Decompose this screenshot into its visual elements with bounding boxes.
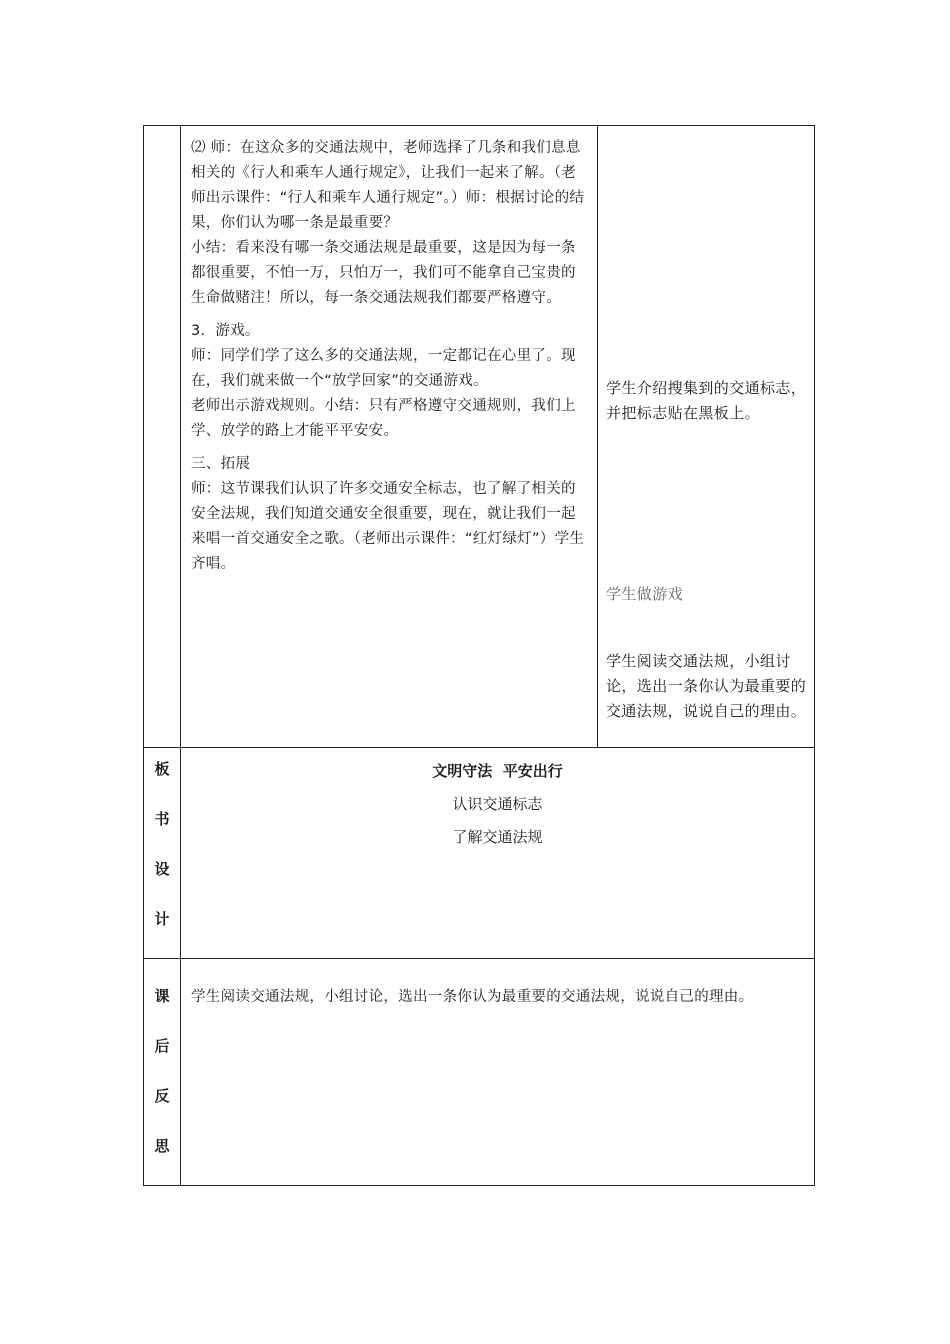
game-paragraph: 师：同学们学了这么多的交通法规，一定都记在心里了。现在，我们就来做一个“放学回家”的交通游戏。 [191, 348, 576, 389]
regulations-summary: 小结：看来没有哪一条交通法规是最重要，这是因为每一条都很重要，不怕一万，只怕万一，我们可不能拿自己宝贵的生命做赌注！所以，每一条交通法规我们都要严格遵守。 [191, 240, 576, 306]
reflection-label-char: 课 [154, 987, 170, 1005]
student-activity-signs: 学生介绍搜集到的交通标志，并把标志贴在黑板上。 [606, 379, 807, 422]
board-line-signs: 认识交通标志 [452, 795, 543, 813]
student-activity-reading: 学生阅读交通法规，小组讨论，选出一条你认为最重要的交通法规，说说自己的理由。 [606, 652, 807, 720]
teaching-process-row [144, 126, 815, 748]
extension-heading: 三、拓展 [191, 456, 251, 472]
reflection-row [144, 959, 815, 1186]
reflection-label-char: 思 [154, 1137, 170, 1155]
board-label-char: 计 [154, 910, 170, 928]
board-design-content [181, 748, 815, 959]
row-label-empty [144, 126, 181, 748]
student-activity-cell [598, 126, 815, 748]
board-design-row [144, 748, 815, 959]
extension-paragraph: 师：这节课我们认识了许多交通安全标志，也了解了相关的安全法规，我们知道交通安全很重要，现在，就让我们一起来唱一首交通安全之歌。（老师出示课件：“红灯绿灯”）学生齐唱。 [191, 481, 585, 572]
board-label-char: 设 [154, 860, 170, 878]
board-label-char: 书 [154, 810, 170, 828]
section-game [191, 319, 587, 444]
reflection-label [144, 959, 181, 1186]
reflection-label-char: 反 [154, 1087, 170, 1105]
game-heading: 3．游戏。 [191, 323, 260, 339]
section-extension [191, 452, 587, 577]
student-activity-game: 学生做游戏 [606, 585, 684, 603]
section-regulations [191, 136, 587, 311]
teaching-content-cell [181, 126, 598, 748]
game-summary: 老师出示游戏规则。小结：只有严格遵守交通规则，我们上学、放学的路上才能平平安安。 [191, 398, 576, 439]
board-label-char: 板 [154, 760, 170, 778]
lesson-plan-table [143, 125, 815, 1186]
reflection-content [181, 959, 815, 1186]
board-design-label [144, 748, 181, 959]
reflection-label-char: 后 [154, 1037, 170, 1055]
reflection-text: 学生阅读交通法规，小组讨论，选出一条你认为最重要的交通法规，说说自己的理由。 [191, 989, 754, 1005]
board-line-regulations: 了解交通法规 [452, 828, 543, 846]
regulations-paragraph: ⑵ 师：在这众多的交通法规中，老师选择了几条和我们息息相关的《行人和乘车人通行规定》，让我们一起来了解。（老师出示课件：“行人和乘车人通行规定”。）师：根据讨论的结果，你们认为哪一条是最重要？ [191, 140, 585, 231]
board-title: 文明守法 平安出行 [432, 762, 563, 780]
